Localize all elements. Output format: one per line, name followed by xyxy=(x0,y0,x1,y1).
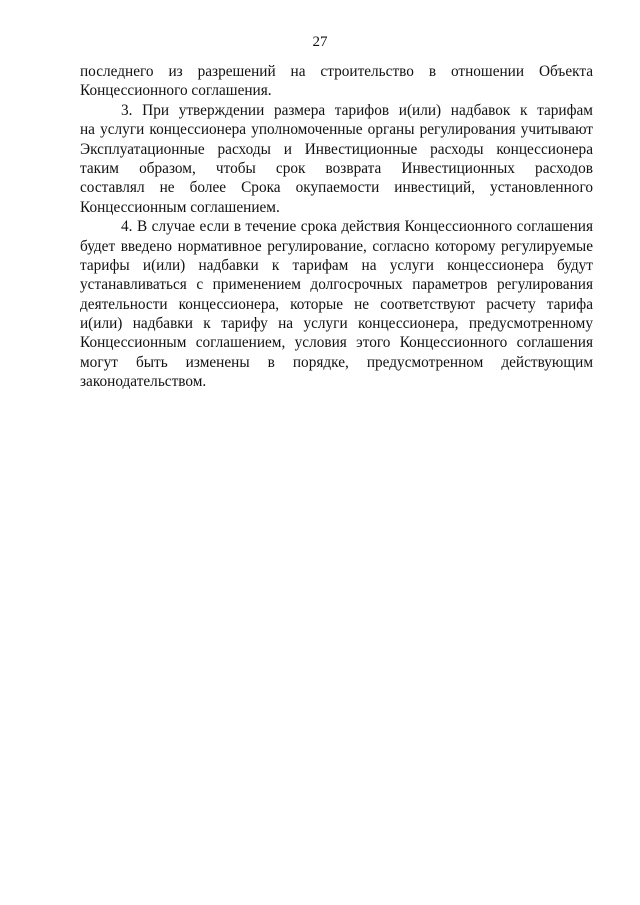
text-line: таким образом, чтобы срок возврата Инвестиционных расходов xyxy=(80,159,593,177)
text-line: Концессионного соглашения. xyxy=(80,82,272,100)
text-line: Концессионным соглашением. xyxy=(80,198,280,216)
page-number: 27 xyxy=(312,34,328,50)
text-line: деятельности концессионера, которые не соответствуют расчету тарифа xyxy=(80,295,593,313)
paragraph-3-first-line: 3. При утверждении размера тарифов и(или) надбавок к тарифам xyxy=(121,101,593,119)
text-line: составлял не более Срока окупаемости инвестиций, установленного xyxy=(80,179,593,197)
text-line: могут быть изменены в порядке, предусмотренном действующим xyxy=(80,353,593,371)
text-line: на услуги концессионера уполномоченные органы регулирования учитывают xyxy=(80,121,593,139)
text-line: тарифы и(или) надбавки к тарифам на услуги концессионера будут xyxy=(80,256,593,274)
paragraph-4-first-line: 4. В случае если в течение срока действия Концессионного соглашения xyxy=(121,218,593,236)
text-line: Концессионным соглашением, условия этого Концессионного соглашения xyxy=(80,334,593,352)
document-body xyxy=(80,62,593,392)
text-line: законодательством. xyxy=(80,373,207,391)
text-line: устанавливаться с применением долгосрочных параметров регулирования xyxy=(80,276,593,294)
text-line: последнего из разрешений на строительство в отношении Объекта xyxy=(80,63,593,80)
text-line: будет введено нормативное регулирование, согласно которому регулируемые xyxy=(80,237,593,255)
text-line: Эксплуатационные расходы и Инвестиционные расходы концессионера xyxy=(80,140,593,158)
text-line: и(или) надбавки к тарифу на услуги концессионера, предусмотренному xyxy=(80,315,593,333)
